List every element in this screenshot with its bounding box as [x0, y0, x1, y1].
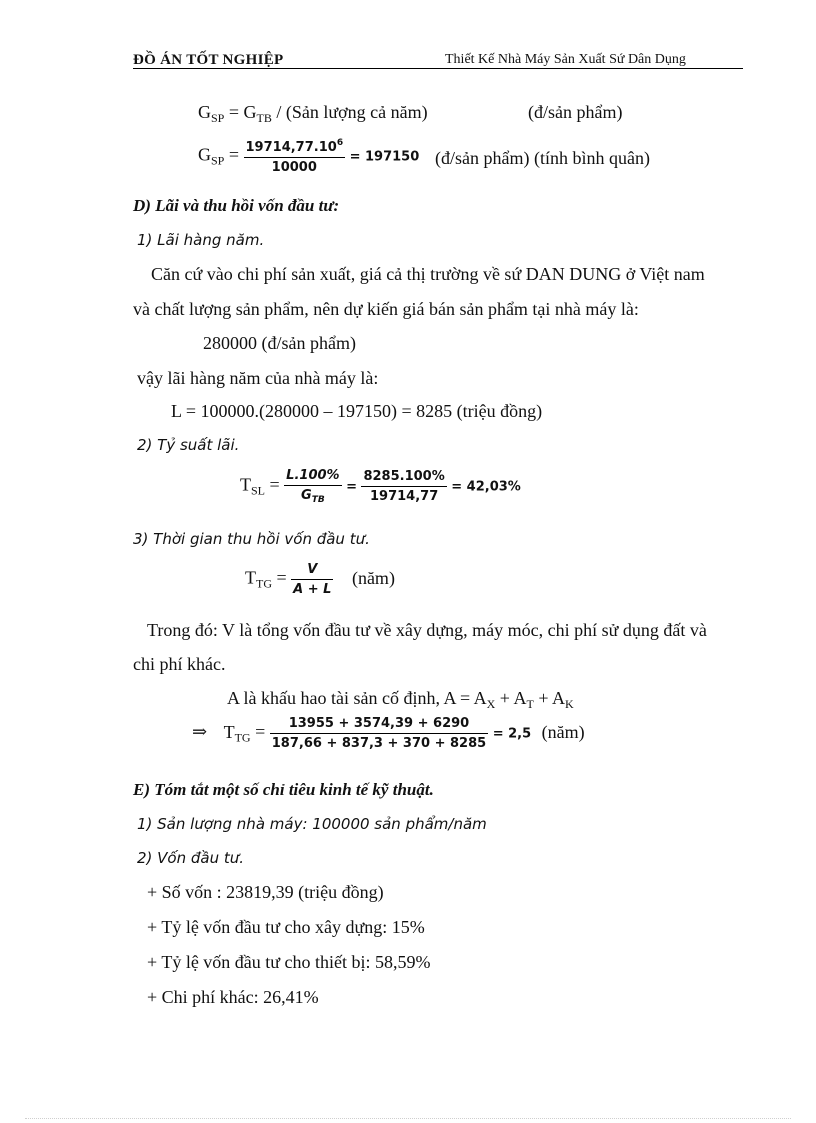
e-item-investment: 2) Vốn đầu tư.: [137, 849, 245, 867]
d2-rate-formula: $T_{SL}$ = $\frac{L.100\%}{G_{TB}}$ = $\frac{8285.100\%}{19714,77}$ = 42,03%: [240, 468, 521, 505]
d1-paragraph-line1: Căn cứ vào chi phí sản xuất, giá cả thị trường về sứ DAN DUNG ở Việt nam: [151, 264, 705, 284]
implies-arrow: ⇒: [192, 721, 208, 742]
d2-heading: 2) Tỷ suất lãi.: [137, 436, 240, 454]
page-bottom-border: [25, 1118, 791, 1119]
header-left-title: ĐỒ ÁN TỐT NGHIỆP: [133, 52, 284, 68]
d1-profit-formula: L = 100000.(280000 – 197150) = 8285 (triệu đồng): [171, 401, 543, 421]
e-bullet-capital: + Số vốn : 23819,39 (triệu đồng): [147, 882, 384, 902]
e-item-output: 1) Sản lượng nhà máy: 100000 sản phẩm/năm: [137, 815, 487, 833]
d1-price: 280000 (đ/sản phẩm): [203, 333, 356, 353]
d1-intro: vậy lãi hàng năm của nhà máy là:: [137, 368, 379, 388]
d1-heading: 1) Lãi hàng năm.: [137, 231, 265, 249]
header-right-title: Thiết Kế Nhà Máy Sản Xuất Sứ Dân Dụng: [445, 52, 686, 67]
d3-time-formula: $T_{TG}$ = $\frac{V}{A + L}$ (năm): [245, 562, 395, 597]
e-bullet-equipment: + Tỷ lệ vốn đầu tư cho thiết bị: 58,59%: [147, 952, 431, 972]
d3-depreciation-definition: A là khấu hao tài sản cố định, $A = A_X + A_T + A_K$: [227, 688, 574, 711]
d3-paragraph-line2: chi phí khác.: [133, 654, 226, 674]
formula-gsp-definition: $G_{SP} = G_{TB}$ / (Sản lượng cả năm): [198, 102, 428, 125]
e-bullet-construction: + Tỷ lệ vốn đầu tư cho xây dựng: 15%: [147, 917, 425, 937]
formula-gsp-calc-unit: (đ/sản phẩm) (tính bình quân): [435, 148, 650, 168]
section-e-title: E) Tóm tắt một số chỉ tiêu kinh tế kỹ thuật.: [133, 780, 434, 799]
d3-paragraph-line1: Trong đó: V là tổng vốn đầu tư về xây dựng, máy móc, chi phí sử dụng đất và: [147, 620, 707, 640]
formula-gsp-unit: (đ/sản phẩm): [528, 102, 623, 122]
d3-result-fraction: $\frac{13955 + 3574,39 + 6290}{187,66 + 837,3 + 370 + 8285}$: [271, 716, 487, 751]
d3-fraction: $\frac{V}{A + L}$: [293, 562, 332, 597]
gsp-fraction: $\frac{19714,77.10^6}{10000}$: [245, 138, 344, 175]
formula-gsp-calculation: $G_{SP}$ = $\frac{19714,77.10^6}{10000}$ = 197150: [198, 138, 420, 175]
d3-result-formula: ⇒ $T_{TG}$ = $\frac{13955 + 3574,39 + 6290}{187,66 + 837,3 + 370 + 8285}$ = 2,5 (năm): [192, 716, 585, 751]
header-rule: [133, 68, 743, 69]
d2-fraction-numeric: $\frac{8285.100\%}{19714,77}$: [363, 469, 445, 504]
d1-paragraph-line2: và chất lượng sản phẩm, nên dự kiến giá bán sản phẩm tại nhà máy là:: [133, 299, 639, 319]
d2-fraction-symbolic: $\frac{L.100\%}{G_{TB}}$: [286, 468, 340, 505]
d3-heading: 3) Thời gian thu hồi vốn đầu tư.: [133, 530, 370, 548]
e-bullet-other-costs: + Chi phí khác: 26,41%: [147, 987, 319, 1007]
section-d-title: D) Lãi và thu hồi vốn đầu tư:: [133, 196, 340, 215]
